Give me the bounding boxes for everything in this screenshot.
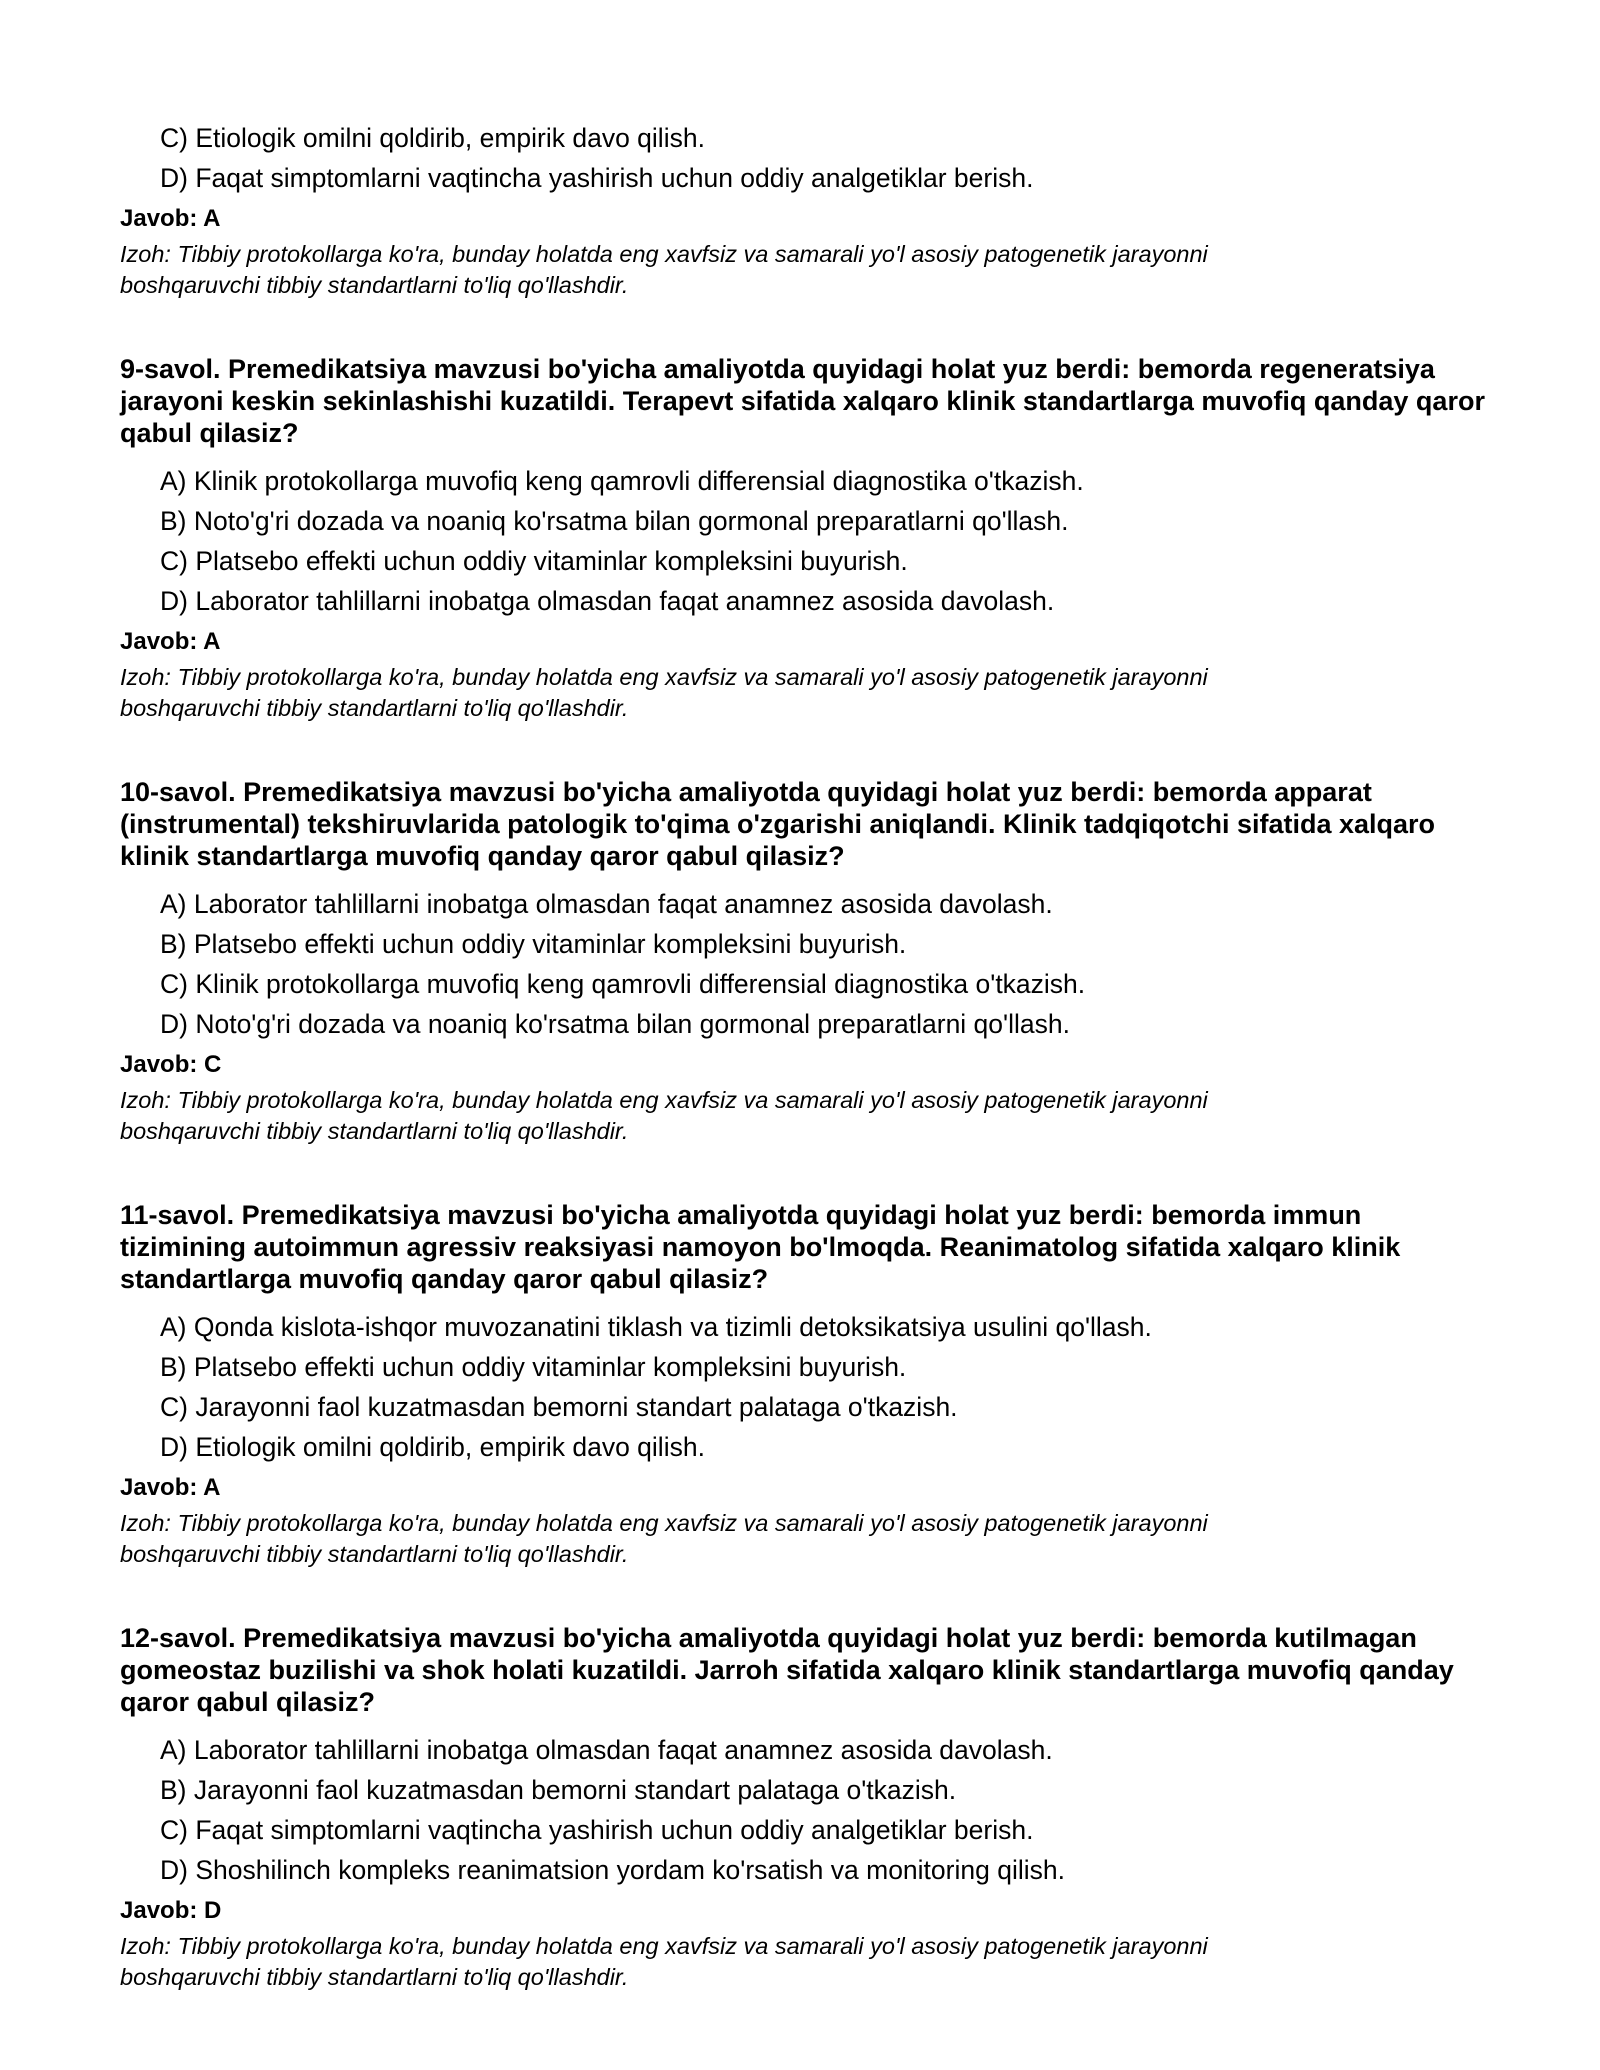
correct-answer: Javob: A — [120, 205, 221, 232]
answer-option-a: A) Laborator tahlillarni inobatga olmasdan faqat anamnez asosida davolash. — [160, 1735, 1053, 1765]
question-11 — [120, 1199, 1490, 1570]
question-10 — [120, 776, 1490, 1147]
correct-answer: Javob: D — [120, 1897, 222, 1924]
explanation-note — [120, 1508, 1490, 1570]
answer-option-d: D) Shoshilinch kompleks reanimatsion yordam ko'rsatish va monitoring qilish. — [160, 1855, 1065, 1885]
question-text: 10-savol. Premedikatsiya mavzusi bo'yicha amaliyotda quyidagi holat yuz berdi: bemorda apparat (instrumental) tekshiruvlarida patologik to'qima o'zgarishi aniqlandi. Klinik tadqiqotchi sifatida xalqaro klinik standartlarga muvofiq qanday qaror qabul qilasiz? — [120, 777, 1436, 871]
explanation-line-1: Izoh: Tibbiy protokollarga ko'ra, bunday holatda eng xavfsiz va samarali yo'l asosiy patogenetik jarayonni — [120, 664, 1208, 690]
explanation-note — [120, 239, 1490, 301]
answer-option-b: B) Platsebo effekti uchun oddiy vitaminlar kompleksini buyurish. — [160, 929, 907, 959]
answer-option-b: B) Platsebo effekti uchun oddiy vitaminlar kompleksini buyurish. — [160, 1352, 907, 1382]
answer-option-b: B) Noto'g'ri dozada va noaniq ko'rsatma bilan gormonal preparatlarni qo'llash. — [160, 506, 1069, 536]
question-text: 9-savol. Premedikatsiya mavzusi bo'yicha amaliyotda quyidagi holat yuz berdi: bemorda regeneratsiya jarayoni keskin sekinlashishi kuzatildi. Terapevt sifatida xalqaro klinik standartlarga muvofiq qanday qaror qabul qilasiz? — [120, 354, 1485, 448]
question-8-continuation — [120, 118, 1490, 301]
document-page — [120, 118, 1490, 1993]
correct-answer: Javob: C — [120, 1051, 222, 1078]
answer-option-a: A) Laborator tahlillarni inobatga olmasdan faqat anamnez asosida davolash. — [160, 889, 1053, 919]
question-text: 11-savol. Premedikatsiya mavzusi bo'yicha amaliyotda quyidagi holat yuz berdi: bemorda immun tizimining autoimmun agressiv reaksiyasi namoyon bo'lmoqda. Reanimatolog sifatida xalqaro klinik standartlarga muvofiq qanday qaror qabul qilasiz? — [120, 1200, 1401, 1294]
explanation-line-2: boshqaruvchi tibbiy standartlarni to'liq qo'llashdir. — [120, 1118, 629, 1144]
answer-option-c: C) Faqat simptomlarni vaqtincha yashirish uchun oddiy analgetiklar berish. — [160, 1815, 1034, 1845]
answer-option-c: C) Platsebo effekti uchun oddiy vitaminlar kompleksini buyurish. — [160, 546, 908, 576]
answer-option-b: B) Jarayonni faol kuzatmasdan bemorni standart palataga o'tkazish. — [160, 1775, 957, 1805]
explanation-note — [120, 662, 1490, 724]
answer-option-d: D) Laborator tahlillarni inobatga olmasdan faqat anamnez asosida davolash. — [160, 586, 1055, 616]
answer-option-d: D) Etiologik omilni qoldirib, empirik davo qilish. — [160, 1432, 705, 1462]
answer-option-d: D) Faqat simptomlarni vaqtincha yashirish uchun oddiy analgetiklar berish. — [160, 163, 1034, 193]
explanation-line-2: boshqaruvchi tibbiy standartlarni to'liq qo'llashdir. — [120, 1964, 629, 1990]
answer-option-d: D) Noto'g'ri dozada va noaniq ko'rsatma bilan gormonal preparatlarni qo'llash. — [160, 1009, 1070, 1039]
explanation-note — [120, 1085, 1490, 1147]
answer-option-a: A) Klinik protokollarga muvofiq keng qamrovli differensial diagnostika o'tkazish. — [160, 466, 1084, 496]
question-text: 12-savol. Premedikatsiya mavzusi bo'yicha amaliyotda quyidagi holat yuz berdi: bemorda kutilmagan gomeostaz buzilishi va shok holati kuzatildi. Jarroh sifatida xalqaro klinik standartlarga muvofiq qanday qaror qabul qilasiz? — [120, 1623, 1454, 1717]
explanation-note — [120, 1931, 1490, 1993]
explanation-line-2: boshqaruvchi tibbiy standartlarni to'liq qo'llashdir. — [120, 272, 629, 298]
explanation-line-1: Izoh: Tibbiy protokollarga ko'ra, bunday holatda eng xavfsiz va samarali yo'l asosiy patogenetik jarayonni — [120, 241, 1208, 267]
question-12 — [120, 1622, 1490, 1993]
explanation-line-1: Izoh: Tibbiy protokollarga ko'ra, bunday holatda eng xavfsiz va samarali yo'l asosiy patogenetik jarayonni — [120, 1933, 1208, 1959]
explanation-line-2: boshqaruvchi tibbiy standartlarni to'liq qo'llashdir. — [120, 1541, 629, 1567]
explanation-line-1: Izoh: Tibbiy protokollarga ko'ra, bunday holatda eng xavfsiz va samarali yo'l asosiy patogenetik jarayonni — [120, 1510, 1208, 1536]
explanation-line-1: Izoh: Tibbiy protokollarga ko'ra, bunday holatda eng xavfsiz va samarali yo'l asosiy patogenetik jarayonni — [120, 1087, 1208, 1113]
explanation-line-2: boshqaruvchi tibbiy standartlarni to'liq qo'llashdir. — [120, 695, 629, 721]
answer-option-c: C) Klinik protokollarga muvofiq keng qamrovli differensial diagnostika o'tkazish. — [160, 969, 1086, 999]
answer-option-c: C) Jarayonni faol kuzatmasdan bemorni standart palataga o'tkazish. — [160, 1392, 958, 1422]
question-9 — [120, 353, 1490, 724]
answer-option-a: A) Qonda kislota-ishqor muvozanatini tiklash va tizimli detoksikatsiya usulini qo'llash. — [160, 1312, 1152, 1342]
answer-option-c: C) Etiologik omilni qoldirib, empirik davo qilish. — [160, 123, 705, 153]
correct-answer: Javob: A — [120, 628, 221, 655]
correct-answer: Javob: A — [120, 1474, 221, 1501]
